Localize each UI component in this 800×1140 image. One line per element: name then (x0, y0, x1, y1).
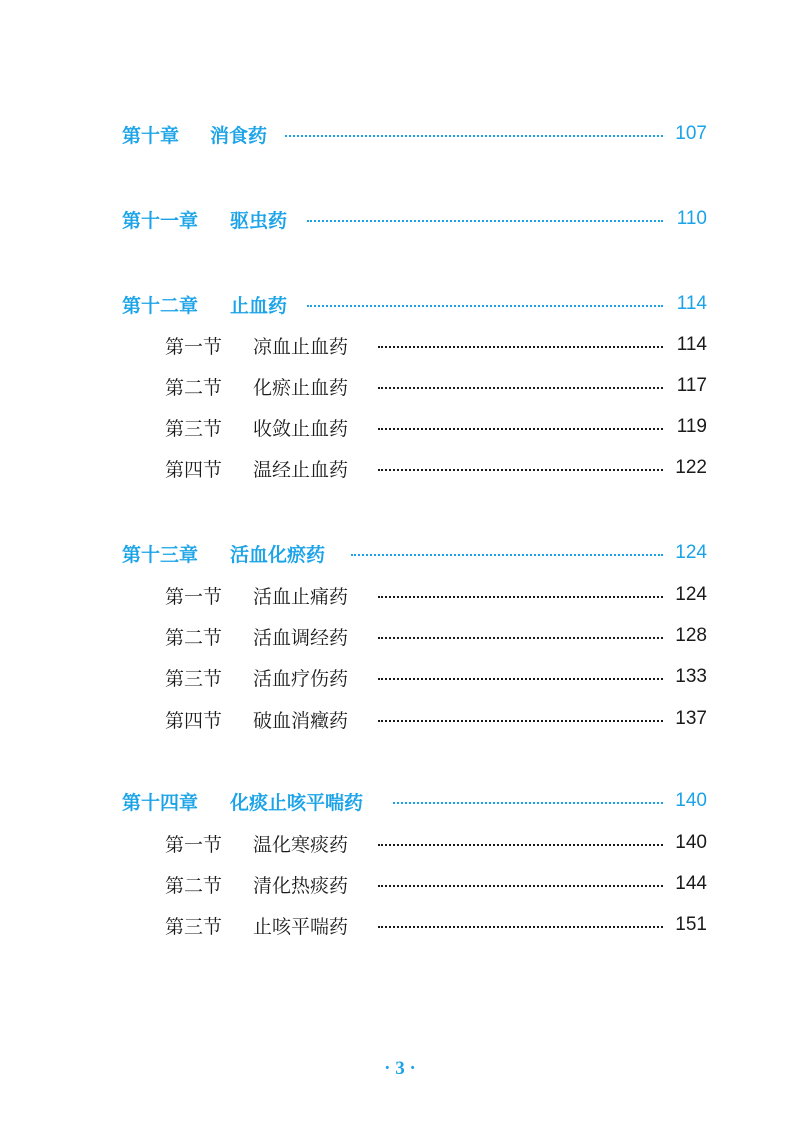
toc-section-entry[interactable] (0, 580, 800, 610)
section-title: 活血调经药 (253, 626, 349, 649)
page-number: 140 (675, 790, 707, 811)
page-number: 137 (675, 708, 707, 729)
page-number: 124 (675, 584, 707, 605)
section-title: 止咳平喘药 (253, 915, 349, 938)
toc-chapter-entry[interactable] (0, 119, 800, 149)
chapter-number: 第十一章 (122, 209, 199, 232)
page-number: 114 (676, 293, 707, 314)
dot-leader (393, 802, 663, 804)
page-number: 114 (676, 334, 707, 355)
dot-leader (378, 637, 663, 639)
dot-leader (351, 554, 663, 556)
chapter-title: 化痰止咳平喘药 (230, 791, 364, 814)
section-title: 清化热痰药 (253, 874, 349, 897)
page-number: 140 (675, 832, 707, 853)
page-number: 144 (675, 873, 707, 894)
dot-leader (378, 428, 663, 430)
chapter-number: 第十四章 (122, 791, 199, 814)
section-title: 化瘀止血药 (253, 376, 349, 399)
page-number: 117 (676, 375, 707, 396)
toc-section-entry[interactable] (0, 704, 800, 734)
dot-leader (378, 885, 663, 887)
toc-section-entry[interactable] (0, 662, 800, 692)
page-folio: · 3 · (384, 1058, 416, 1079)
section-number: 第一节 (165, 585, 223, 608)
page-number: 119 (676, 416, 707, 437)
section-title: 活血疗伤药 (253, 667, 349, 690)
section-number: 第三节 (165, 667, 223, 690)
toc-section-entry[interactable] (0, 828, 800, 858)
section-number: 第二节 (165, 626, 223, 649)
dot-leader (307, 305, 663, 307)
toc-chapter-entry[interactable] (0, 786, 800, 816)
dot-leader (378, 926, 663, 928)
chapter-title: 消食药 (210, 124, 268, 147)
chapter-title: 止血药 (230, 294, 288, 317)
toc-section-entry[interactable] (0, 869, 800, 899)
toc-section-entry[interactable] (0, 453, 800, 483)
section-title: 破血消癥药 (253, 709, 349, 732)
page-number: 151 (675, 914, 707, 935)
section-number: 第四节 (165, 709, 223, 732)
page-number: 122 (675, 457, 707, 478)
section-number: 第三节 (165, 915, 223, 938)
dot-leader (378, 844, 663, 846)
toc-section-entry[interactable] (0, 621, 800, 651)
dot-leader (285, 135, 663, 137)
dot-leader (378, 469, 663, 471)
section-number: 第四节 (165, 458, 223, 481)
page-number: 107 (675, 123, 707, 144)
dot-leader (307, 220, 663, 222)
chapter-number: 第十章 (122, 124, 180, 147)
dot-leader (378, 346, 663, 348)
section-title: 温经止血药 (253, 458, 349, 481)
section-number: 第三节 (165, 417, 223, 440)
section-title: 收敛止血药 (253, 417, 349, 440)
page-number: 124 (675, 542, 707, 563)
section-number: 第二节 (165, 376, 223, 399)
toc-section-entry[interactable] (0, 412, 800, 442)
toc-chapter-entry[interactable] (0, 538, 800, 568)
section-number: 第一节 (165, 833, 223, 856)
page-number: 128 (675, 625, 707, 646)
dot-leader (378, 720, 663, 722)
toc-chapter-entry[interactable] (0, 289, 800, 319)
page-number: 133 (675, 666, 707, 687)
toc-section-entry[interactable] (0, 330, 800, 360)
toc-section-entry[interactable] (0, 910, 800, 940)
dot-leader (378, 387, 663, 389)
section-title: 温化寒痰药 (253, 833, 349, 856)
section-number: 第二节 (165, 874, 223, 897)
dot-leader (378, 678, 663, 680)
toc-chapter-entry[interactable] (0, 204, 800, 234)
page-number: 110 (676, 208, 707, 229)
section-title: 凉血止血药 (253, 335, 349, 358)
section-number: 第一节 (165, 335, 223, 358)
toc-section-entry[interactable] (0, 371, 800, 401)
chapter-title: 驱虫药 (230, 209, 288, 232)
chapter-number: 第十二章 (122, 294, 199, 317)
section-title: 活血止痛药 (253, 585, 349, 608)
chapter-title: 活血化瘀药 (230, 543, 326, 566)
dot-leader (378, 596, 663, 598)
chapter-number: 第十三章 (122, 543, 199, 566)
